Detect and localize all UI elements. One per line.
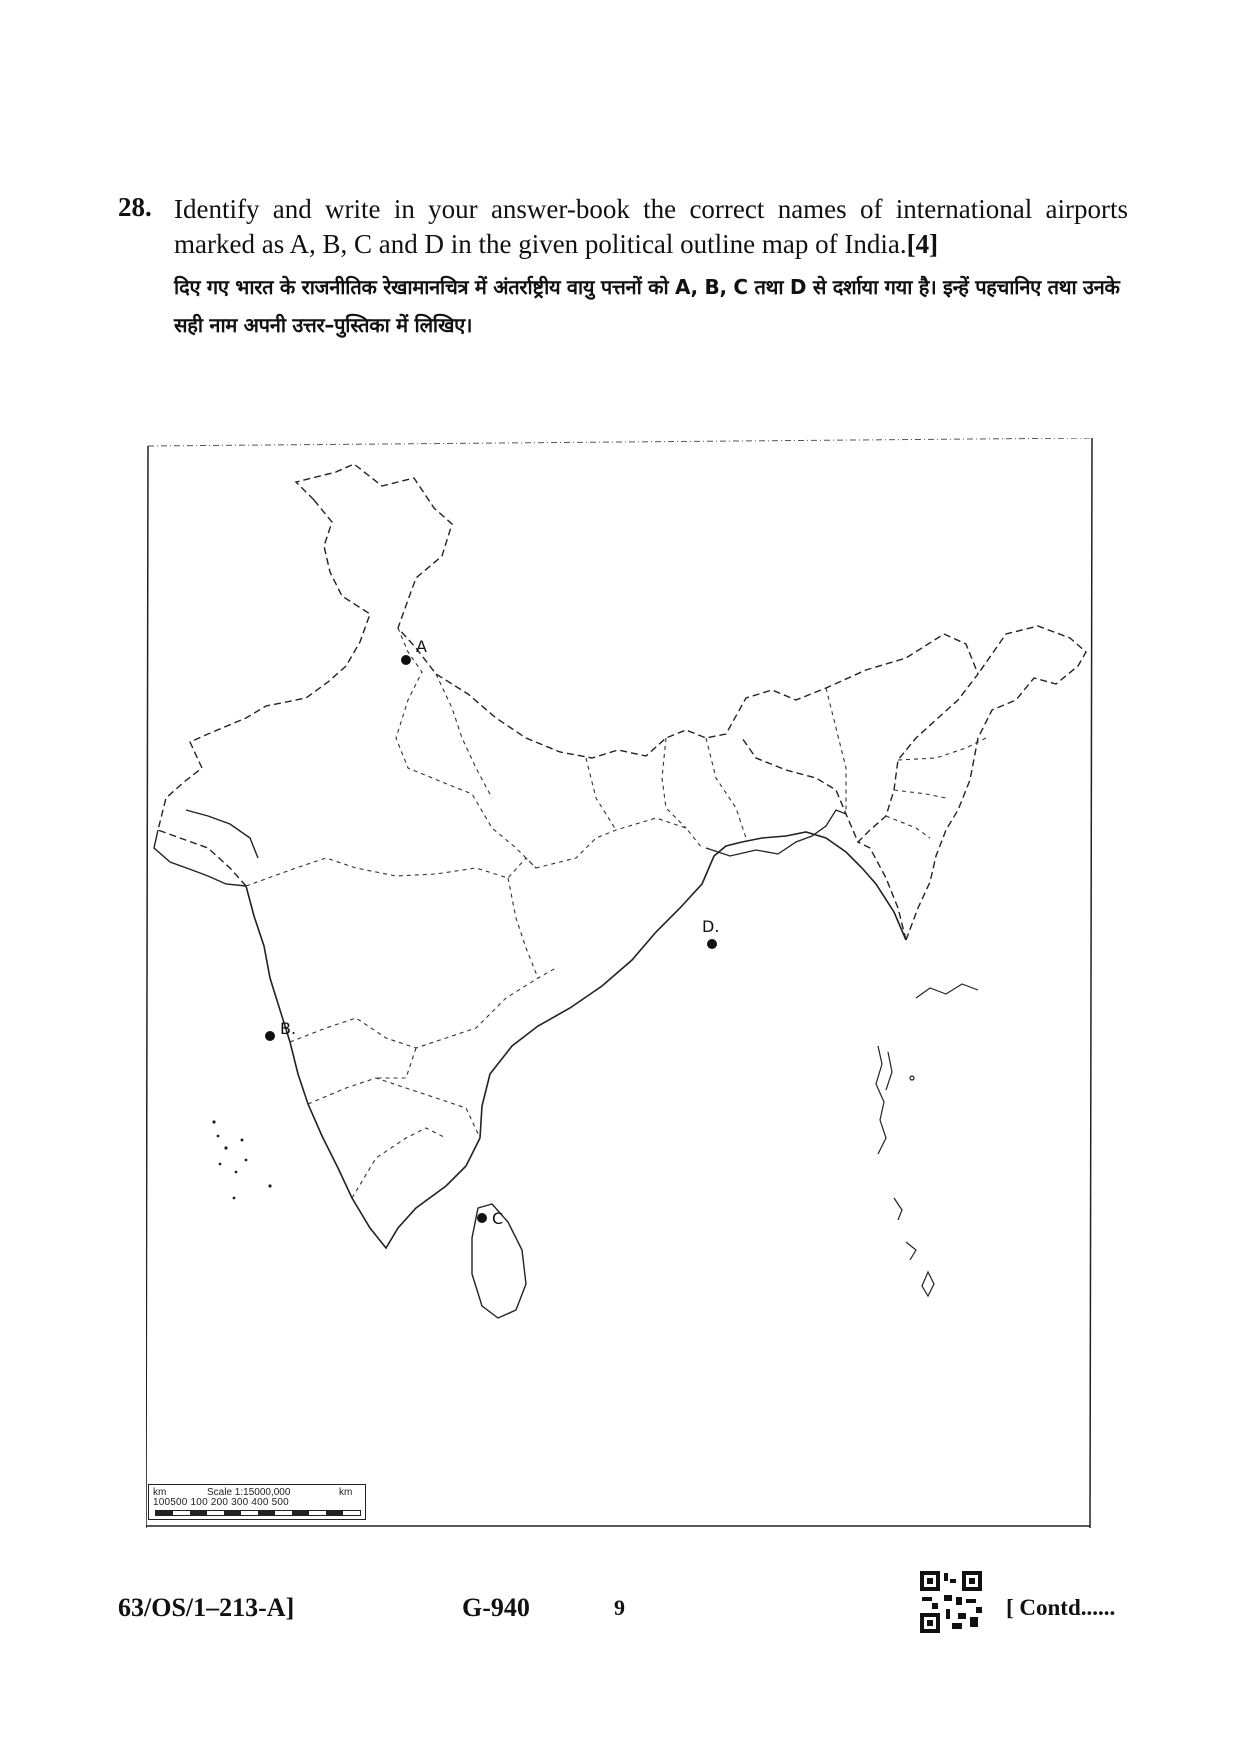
- sundarbans-coast: [706, 810, 846, 856]
- question-text-english-body: Identify and write in your answer-book the correct names of international airports marked as A, B, C and D in the given political outline map of India.: [174, 194, 1128, 259]
- question-marks: [4]: [906, 229, 939, 259]
- map-frame-top: [148, 438, 1092, 446]
- question-block: [118, 192, 1128, 344]
- airport-marker-a: [401, 637, 427, 665]
- airport-marker-d: [702, 917, 719, 949]
- paper-series: G-940: [462, 1593, 530, 1622]
- qr-code-icon: [918, 1569, 984, 1635]
- scale-bar-graphic: [155, 1510, 361, 1516]
- northeast-boundary: [858, 626, 1086, 940]
- question-text-english: [174, 192, 1128, 262]
- map-frame-right: [1090, 438, 1092, 1528]
- india-boundary-north: [296, 464, 978, 842]
- airport-marker-c: [477, 1209, 503, 1228]
- andaman-nicobar-islands: [876, 984, 978, 1296]
- page-number: 9: [614, 1595, 625, 1620]
- state-boundaries: [246, 628, 986, 1198]
- scale-ticks: 100500 100 200 300 400 500: [153, 1497, 289, 1508]
- question-text-hindi: दिए गए भारत के राजनीतिक रेखामानचित्र में अंतर्राष्ट्रीय वायु पत्तनों को A, B, C तथा D से दर्शाया गया है। इन्हें पहचानिए तथा उनके सही नाम अपनी उत्तर–पुस्तिका में लिखिए।: [174, 275, 1120, 337]
- paper-code: 63/OS/1–213-A]: [118, 1593, 295, 1622]
- scale-title: Scale 1:15000,000: [207, 1487, 291, 1498]
- india-boundary-west: [158, 500, 370, 886]
- map-frame-left: [146, 446, 148, 1528]
- airport-marker-b: [265, 1019, 296, 1041]
- map-scale-bar: [148, 1484, 366, 1520]
- map-drawing: [146, 438, 1094, 1528]
- continued-note: [ Contd......: [1006, 1595, 1116, 1620]
- lakshadweep-islands: [212, 1120, 271, 1199]
- marker-c-label: C: [492, 1209, 504, 1228]
- page-footer: [0, 1593, 1241, 1643]
- marker-b-label: B.: [280, 1019, 297, 1038]
- india-outline-map: [146, 438, 1094, 1528]
- india-coastline: [246, 832, 906, 1248]
- question-number: 28.: [118, 192, 152, 222]
- marker-d-label: D.: [702, 917, 720, 936]
- marker-a-label: A: [416, 637, 427, 656]
- scale-km-left: km: [153, 1487, 167, 1498]
- scale-km-right: km: [339, 1487, 353, 1498]
